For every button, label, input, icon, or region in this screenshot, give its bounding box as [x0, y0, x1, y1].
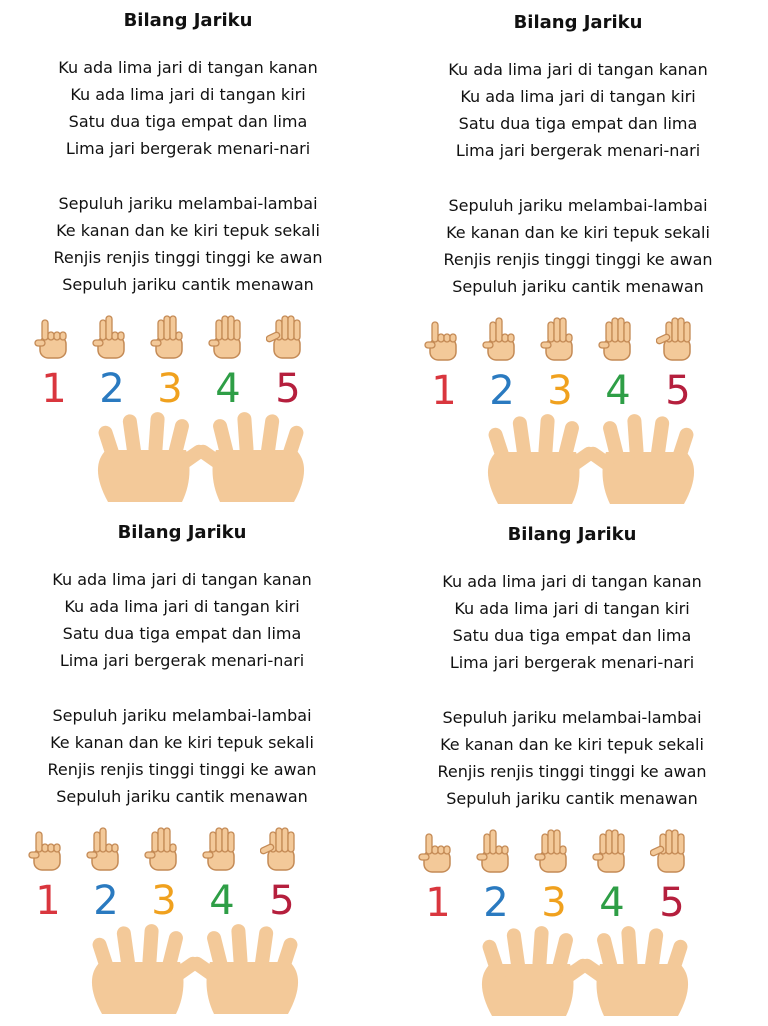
lyric-line: Ku ada lima jari di tangan kiri [70, 85, 306, 104]
count-number: 5 [659, 880, 685, 926]
finger-count-row [0, 312, 380, 368]
stanza-1 [0, 54, 380, 162]
lyric-line: Ku ada lima jari di tangan kiri [454, 599, 690, 618]
lyric-line: Sepuluh jariku cantik menawan [452, 277, 704, 296]
one-finger-hand-icon [26, 824, 70, 874]
three-finger-hand-icon [148, 312, 192, 362]
stanza-2 [380, 704, 764, 812]
numbers-row [380, 880, 764, 930]
lyric-line: Sepuluh jariku melambai-lambai [52, 706, 312, 725]
lyric-line: Renjis renjis tinggi tinggi ke awan [437, 762, 707, 781]
two-open-hands-icon [80, 922, 310, 1022]
song-card-1 [0, 0, 380, 512]
count-number: 2 [93, 878, 119, 924]
count-number: 4 [605, 368, 631, 414]
count-number: 2 [99, 366, 125, 412]
five-finger-hand-icon [260, 824, 304, 874]
two-open-hands-icon [470, 924, 700, 1024]
stanza-1 [386, 56, 768, 164]
lyric-line: Renjis renjis tinggi tinggi ke awan [53, 248, 323, 267]
song-card-2 [386, 2, 768, 514]
song-card-4 [380, 514, 764, 1026]
two-finger-hand-icon [474, 826, 518, 876]
lyric-line: Ku ada lima jari di tangan kiri [64, 597, 300, 616]
count-number: 1 [35, 878, 61, 924]
lyric-line: Sepuluh jariku cantik menawan [446, 789, 698, 808]
numbers-row [0, 366, 380, 416]
lyric-line: Sepuluh jariku melambai-lambai [58, 194, 318, 213]
lyric-line: Renjis renjis tinggi tinggi ke awan [47, 760, 317, 779]
four-finger-hand-icon [590, 826, 634, 876]
lyric-line: Renjis renjis tinggi tinggi ke awan [443, 250, 713, 269]
lyric-line: Sepuluh jariku melambai-lambai [448, 196, 708, 215]
count-number: 3 [157, 366, 183, 412]
five-finger-hand-icon [650, 826, 694, 876]
one-finger-hand-icon [422, 314, 466, 364]
song-title: Bilang Jariku [117, 522, 247, 543]
finger-count-row [380, 826, 764, 882]
count-number: 2 [489, 368, 515, 414]
one-finger-hand-icon [416, 826, 460, 876]
finger-count-row [386, 314, 768, 370]
stanza-2 [386, 192, 768, 300]
lyric-line: Ke kanan dan ke kiri tepuk sekali [50, 733, 314, 752]
numbers-row [0, 878, 374, 928]
two-finger-hand-icon [90, 312, 134, 362]
song-title: Bilang Jariku [507, 524, 637, 545]
count-number: 3 [547, 368, 573, 414]
lyric-line: Ku ada lima jari di tangan kanan [442, 572, 702, 591]
two-finger-hand-icon [84, 824, 128, 874]
count-number: 4 [599, 880, 625, 926]
count-number: 4 [215, 366, 241, 412]
three-finger-hand-icon [538, 314, 582, 364]
four-finger-hand-icon [596, 314, 640, 364]
three-finger-hand-icon [532, 826, 576, 876]
stanza-2 [0, 190, 380, 298]
lyric-line: Ke kanan dan ke kiri tepuk sekali [446, 223, 710, 242]
lyric-line: Lima jari bergerak menari-nari [455, 141, 701, 160]
count-number: 1 [431, 368, 457, 414]
count-number: 5 [275, 366, 301, 412]
five-finger-hand-icon [266, 312, 310, 362]
stanza-1 [380, 568, 764, 676]
song-title: Bilang Jariku [123, 10, 253, 31]
stanza-1 [0, 566, 374, 674]
lyric-line: Ku ada lima jari di tangan kanan [58, 58, 318, 77]
lyric-line: Sepuluh jariku melambai-lambai [442, 708, 702, 727]
lyric-line: Lima jari bergerak menari-nari [59, 651, 305, 670]
lyric-line: Satu dua tiga empat dan lima [68, 112, 308, 131]
count-number: 2 [483, 880, 509, 926]
two-open-hands-icon [476, 412, 706, 512]
count-number: 3 [541, 880, 567, 926]
lyric-line: Satu dua tiga empat dan lima [62, 624, 302, 643]
count-number: 1 [41, 366, 67, 412]
lyric-line: Sepuluh jariku cantik menawan [62, 275, 314, 294]
lyric-line: Satu dua tiga empat dan lima [458, 114, 698, 133]
finger-count-row [0, 824, 374, 880]
lyric-line: Ku ada lima jari di tangan kanan [448, 60, 708, 79]
stanza-2 [0, 702, 374, 810]
numbers-row [386, 368, 768, 418]
lyric-line: Ku ada lima jari di tangan kanan [52, 570, 312, 589]
lyric-line: Satu dua tiga empat dan lima [452, 626, 692, 645]
lyric-line: Lima jari bergerak menari-nari [65, 139, 311, 158]
five-finger-hand-icon [656, 314, 700, 364]
count-number: 5 [269, 878, 295, 924]
song-card-3 [0, 512, 374, 1024]
three-finger-hand-icon [142, 824, 186, 874]
four-finger-hand-icon [206, 312, 250, 362]
lyric-line: Ke kanan dan ke kiri tepuk sekali [56, 221, 320, 240]
four-finger-hand-icon [200, 824, 244, 874]
song-title: Bilang Jariku [513, 12, 643, 33]
two-finger-hand-icon [480, 314, 524, 364]
two-open-hands-icon [86, 410, 316, 510]
lyric-line: Ku ada lima jari di tangan kiri [460, 87, 696, 106]
lyric-line: Ke kanan dan ke kiri tepuk sekali [440, 735, 704, 754]
count-number: 4 [209, 878, 235, 924]
lyric-line: Lima jari bergerak menari-nari [449, 653, 695, 672]
count-number: 5 [665, 368, 691, 414]
count-number: 1 [425, 880, 451, 926]
lyric-line: Sepuluh jariku cantik menawan [56, 787, 308, 806]
count-number: 3 [151, 878, 177, 924]
one-finger-hand-icon [32, 312, 76, 362]
